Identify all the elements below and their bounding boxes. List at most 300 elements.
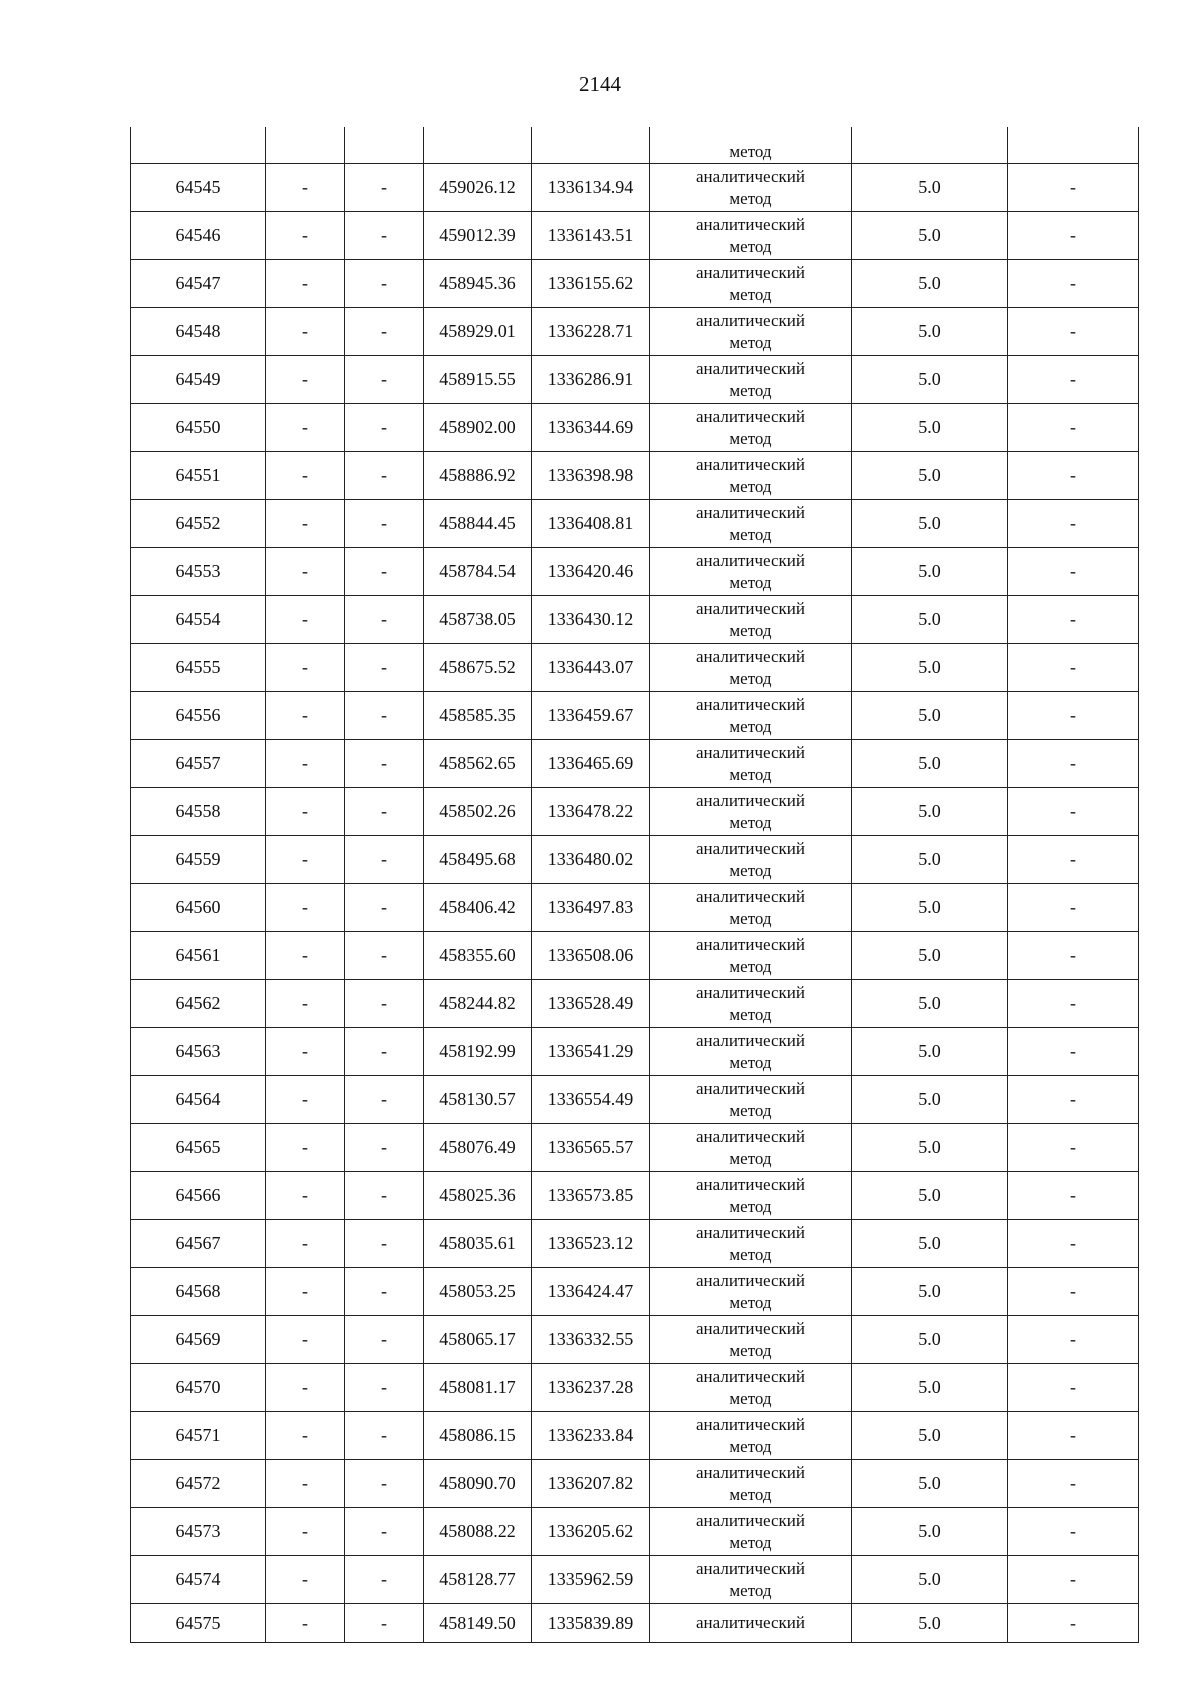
- method-cell: [650, 596, 852, 644]
- note-cell: -: [1008, 1556, 1139, 1604]
- y-coordinate-cell: 1336424.47: [532, 1268, 650, 1316]
- point-id-cell: 64562: [131, 980, 266, 1028]
- dash-cell: -: [345, 1364, 424, 1412]
- x-coordinate-cell: 458502.26: [424, 788, 532, 836]
- y-coordinate-cell: 1336134.94: [532, 164, 650, 212]
- x-coordinate-cell: 458076.49: [424, 1124, 532, 1172]
- note-cell: -: [1008, 1268, 1139, 1316]
- method-line-2: метод: [729, 284, 772, 304]
- table-cell: [266, 127, 345, 164]
- note-cell: -: [1008, 1316, 1139, 1364]
- dash-cell: -: [345, 1220, 424, 1268]
- x-coordinate-cell: 458844.45: [424, 500, 532, 548]
- x-coordinate-cell: 458130.57: [424, 1076, 532, 1124]
- coordinates-table: [130, 127, 1139, 1643]
- note-cell: -: [1008, 1028, 1139, 1076]
- table-row: [131, 164, 1139, 212]
- dash-cell: -: [345, 788, 424, 836]
- method-cell: [650, 500, 852, 548]
- x-coordinate-cell: 458784.54: [424, 548, 532, 596]
- y-coordinate-cell: 1336478.22: [532, 788, 650, 836]
- method-cell: [650, 1364, 852, 1412]
- dash-cell: -: [266, 1460, 345, 1508]
- dash-cell: -: [345, 740, 424, 788]
- method-line-2: метод: [729, 524, 772, 544]
- y-coordinate-cell: 1335839.89: [532, 1604, 650, 1643]
- accuracy-cell: 5.0: [852, 1508, 1008, 1556]
- note-cell: -: [1008, 1172, 1139, 1220]
- point-id-cell: 64563: [131, 1028, 266, 1076]
- point-id-cell: 64558: [131, 788, 266, 836]
- method-line-1: аналитический: [696, 310, 805, 330]
- x-coordinate-cell: 458675.52: [424, 644, 532, 692]
- dash-cell: -: [266, 1028, 345, 1076]
- dash-cell: -: [345, 1460, 424, 1508]
- dash-cell: -: [266, 932, 345, 980]
- y-coordinate-cell: 1336398.98: [532, 452, 650, 500]
- method-line-1: аналитический: [696, 454, 805, 474]
- dash-cell: -: [266, 404, 345, 452]
- point-id-cell: 64549: [131, 356, 266, 404]
- table-row: [131, 1076, 1139, 1124]
- point-id-cell: 64569: [131, 1316, 266, 1364]
- method-line-2: метод: [729, 236, 772, 256]
- method-cell: [650, 1172, 852, 1220]
- point-id-cell: 64571: [131, 1412, 266, 1460]
- note-cell: -: [1008, 1220, 1139, 1268]
- note-cell: -: [1008, 164, 1139, 212]
- method-line-2: метод: [729, 668, 772, 688]
- method-line-1: аналитический: [696, 646, 805, 666]
- x-coordinate-cell: 458915.55: [424, 356, 532, 404]
- table-cell: [532, 127, 650, 164]
- table-row: [131, 260, 1139, 308]
- x-coordinate-cell: 458585.35: [424, 692, 532, 740]
- table-row: [131, 356, 1139, 404]
- method-line-1: аналитический: [696, 1222, 805, 1242]
- point-id-cell: 64559: [131, 836, 266, 884]
- table-row: [131, 404, 1139, 452]
- dash-cell: -: [345, 596, 424, 644]
- method-line-1: аналитический: [696, 550, 805, 570]
- accuracy-cell: 5.0: [852, 1076, 1008, 1124]
- x-coordinate-cell: 459012.39: [424, 212, 532, 260]
- method-cell: [650, 1076, 852, 1124]
- y-coordinate-cell: 1336497.83: [532, 884, 650, 932]
- point-id-cell: 64556: [131, 692, 266, 740]
- point-id-cell: 64565: [131, 1124, 266, 1172]
- point-id-cell: 64557: [131, 740, 266, 788]
- dash-cell: -: [266, 644, 345, 692]
- method-cell: [650, 1028, 852, 1076]
- dash-cell: -: [345, 932, 424, 980]
- dash-cell: -: [345, 212, 424, 260]
- method-cell: [650, 1220, 852, 1268]
- y-coordinate-cell: 1336143.51: [532, 212, 650, 260]
- point-id-cell: 64546: [131, 212, 266, 260]
- y-coordinate-cell: 1336155.62: [532, 260, 650, 308]
- x-coordinate-cell: 458902.00: [424, 404, 532, 452]
- dash-cell: -: [266, 1556, 345, 1604]
- dash-cell: -: [345, 500, 424, 548]
- table-row: [131, 1220, 1139, 1268]
- y-coordinate-cell: 1336459.67: [532, 692, 650, 740]
- note-cell: -: [1008, 692, 1139, 740]
- y-coordinate-cell: 1336430.12: [532, 596, 650, 644]
- note-cell: -: [1008, 1364, 1139, 1412]
- table-body: [131, 127, 1139, 1643]
- note-cell: -: [1008, 1508, 1139, 1556]
- table-cell: [131, 127, 266, 164]
- dash-cell: -: [345, 548, 424, 596]
- method-line-2: метод: [729, 1196, 772, 1216]
- x-coordinate-cell: 458886.92: [424, 452, 532, 500]
- y-coordinate-cell: 1336565.57: [532, 1124, 650, 1172]
- method-line-2: метод: [729, 1484, 772, 1504]
- method-line-2: метод: [729, 1004, 772, 1024]
- table-row: [131, 932, 1139, 980]
- method-line-2: метод: [729, 188, 772, 208]
- note-cell: -: [1008, 1076, 1139, 1124]
- point-id-cell: 64573: [131, 1508, 266, 1556]
- method-line-1: аналитический: [696, 406, 805, 426]
- point-id-cell: 64554: [131, 596, 266, 644]
- dash-cell: -: [345, 1508, 424, 1556]
- method-line-1: аналитический: [696, 694, 805, 714]
- dash-cell: -: [266, 980, 345, 1028]
- point-id-cell: 64574: [131, 1556, 266, 1604]
- dash-cell: -: [266, 1316, 345, 1364]
- dash-cell: -: [266, 212, 345, 260]
- dash-cell: -: [345, 692, 424, 740]
- dash-cell: -: [266, 500, 345, 548]
- note-cell: -: [1008, 500, 1139, 548]
- x-coordinate-cell: 458088.22: [424, 1508, 532, 1556]
- y-coordinate-cell: 1336480.02: [532, 836, 650, 884]
- dash-cell: -: [266, 1124, 345, 1172]
- note-cell: -: [1008, 884, 1139, 932]
- point-id-cell: 64567: [131, 1220, 266, 1268]
- x-coordinate-cell: 458562.65: [424, 740, 532, 788]
- method-cell: [650, 452, 852, 500]
- table-cell: [424, 127, 532, 164]
- method-cell: [650, 212, 852, 260]
- table-row: [131, 452, 1139, 500]
- method-line-1: аналитический: [696, 1414, 805, 1434]
- table-row: [131, 1508, 1139, 1556]
- point-id-cell: 64564: [131, 1076, 266, 1124]
- point-id-cell: 64551: [131, 452, 266, 500]
- method-cell: [650, 980, 852, 1028]
- note-cell: -: [1008, 308, 1139, 356]
- dash-cell: -: [266, 1220, 345, 1268]
- method-line-2: метод: [729, 1580, 772, 1600]
- page-number: 2144: [579, 72, 621, 96]
- table-row: [131, 500, 1139, 548]
- note-cell: -: [1008, 212, 1139, 260]
- method-cell: [650, 404, 852, 452]
- point-id-cell: 64572: [131, 1460, 266, 1508]
- method-cell: [650, 1604, 852, 1643]
- method-line-2: метод: [729, 1436, 772, 1456]
- point-id-cell: 64545: [131, 164, 266, 212]
- dash-cell: -: [345, 1172, 424, 1220]
- table-row: [131, 692, 1139, 740]
- method-line-1: аналитический: [696, 358, 805, 378]
- method-cell: [650, 884, 852, 932]
- dash-cell: -: [345, 1268, 424, 1316]
- dash-cell: -: [345, 1556, 424, 1604]
- method-line-2: метод: [729, 476, 772, 496]
- y-coordinate-cell: 1336420.46: [532, 548, 650, 596]
- method-line-2: метод: [729, 956, 772, 976]
- note-cell: -: [1008, 1460, 1139, 1508]
- method-line-1: аналитический: [696, 838, 805, 858]
- accuracy-cell: 5.0: [852, 788, 1008, 836]
- method-line-1: аналитический: [696, 1030, 805, 1050]
- table-row: [131, 884, 1139, 932]
- dash-cell: -: [266, 1604, 345, 1643]
- x-coordinate-cell: 458081.17: [424, 1364, 532, 1412]
- method-line-1: аналитический: [696, 790, 805, 810]
- method-line-1: аналитический: [696, 1318, 805, 1338]
- dash-cell: -: [345, 1604, 424, 1643]
- note-cell: -: [1008, 980, 1139, 1028]
- method-cell: [650, 548, 852, 596]
- table-row: [131, 788, 1139, 836]
- x-coordinate-cell: 458929.01: [424, 308, 532, 356]
- y-coordinate-cell: 1336554.49: [532, 1076, 650, 1124]
- accuracy-cell: 5.0: [852, 212, 1008, 260]
- table-row: [131, 1268, 1139, 1316]
- dash-cell: -: [266, 452, 345, 500]
- dash-cell: -: [345, 836, 424, 884]
- accuracy-cell: 5.0: [852, 836, 1008, 884]
- y-coordinate-cell: 1336286.91: [532, 356, 650, 404]
- method-line-2: метод: [729, 764, 772, 784]
- dash-cell: -: [266, 1364, 345, 1412]
- dash-cell: -: [266, 596, 345, 644]
- method-line-1: аналитический: [696, 502, 805, 522]
- method-line-1: аналитический: [696, 166, 805, 186]
- point-id-cell: 64575: [131, 1604, 266, 1643]
- table-row: [131, 1604, 1139, 1643]
- dash-cell: -: [345, 404, 424, 452]
- table-row: [131, 980, 1139, 1028]
- method-cell: [650, 644, 852, 692]
- y-coordinate-cell: 1336573.85: [532, 1172, 650, 1220]
- y-coordinate-cell: 1336508.06: [532, 932, 650, 980]
- x-coordinate-cell: 458128.77: [424, 1556, 532, 1604]
- method-line-2: метод: [729, 1388, 772, 1408]
- method-line-2: метод: [729, 812, 772, 832]
- method-line-2: метод: [729, 428, 772, 448]
- method-line-2: метод: [729, 716, 772, 736]
- dash-cell: -: [345, 884, 424, 932]
- table-row: [131, 1124, 1139, 1172]
- table-row: [131, 644, 1139, 692]
- method-cell: [650, 1268, 852, 1316]
- method-line-2: метод: [729, 860, 772, 880]
- dash-cell: -: [345, 356, 424, 404]
- y-coordinate-cell: 1336528.49: [532, 980, 650, 1028]
- method-cell: метод: [650, 127, 852, 164]
- method-cell: [650, 1508, 852, 1556]
- method-line-2: метод: [729, 1292, 772, 1312]
- method-line-2: метод: [729, 1148, 772, 1168]
- accuracy-cell: 5.0: [852, 1268, 1008, 1316]
- method-cell: [650, 308, 852, 356]
- dash-cell: -: [266, 164, 345, 212]
- method-line-1: аналитический: [696, 262, 805, 282]
- table-cell: [345, 127, 424, 164]
- note-cell: -: [1008, 1604, 1139, 1643]
- x-coordinate-cell: 458053.25: [424, 1268, 532, 1316]
- method-line-1: аналитический: [696, 598, 805, 618]
- table-cell: [852, 127, 1008, 164]
- table-row: [131, 1364, 1139, 1412]
- point-id-cell: 64566: [131, 1172, 266, 1220]
- x-coordinate-cell: 458149.50: [424, 1604, 532, 1643]
- accuracy-cell: 5.0: [852, 692, 1008, 740]
- dash-cell: -: [345, 1028, 424, 1076]
- table-row: [131, 596, 1139, 644]
- point-id-cell: 64560: [131, 884, 266, 932]
- table-row: [131, 548, 1139, 596]
- method-line-1: аналитический: [696, 1126, 805, 1146]
- note-cell: -: [1008, 404, 1139, 452]
- dash-cell: -: [345, 452, 424, 500]
- x-coordinate-cell: 458495.68: [424, 836, 532, 884]
- point-id-cell: 64550: [131, 404, 266, 452]
- y-coordinate-cell: 1336443.07: [532, 644, 650, 692]
- x-coordinate-cell: 458244.82: [424, 980, 532, 1028]
- note-cell: -: [1008, 1124, 1139, 1172]
- dash-cell: -: [266, 308, 345, 356]
- accuracy-cell: 5.0: [852, 260, 1008, 308]
- accuracy-cell: 5.0: [852, 1364, 1008, 1412]
- table-row: [131, 1460, 1139, 1508]
- dash-cell: -: [266, 836, 345, 884]
- method-line-2: метод: [729, 332, 772, 352]
- note-cell: -: [1008, 260, 1139, 308]
- table-row-continued: [131, 127, 1139, 164]
- accuracy-cell: 5.0: [852, 1028, 1008, 1076]
- point-id-cell: 64553: [131, 548, 266, 596]
- x-coordinate-cell: 458738.05: [424, 596, 532, 644]
- dash-cell: -: [266, 1268, 345, 1316]
- method-line-2: метод: [729, 1100, 772, 1120]
- dash-cell: -: [345, 1076, 424, 1124]
- table-row: [131, 1556, 1139, 1604]
- dash-cell: -: [345, 1316, 424, 1364]
- method-cell: [650, 740, 852, 788]
- accuracy-cell: 5.0: [852, 500, 1008, 548]
- accuracy-cell: 5.0: [852, 740, 1008, 788]
- method-line-1: аналитический: [696, 886, 805, 906]
- method-line-1: аналитический: [696, 982, 805, 1002]
- y-coordinate-cell: 1335962.59: [532, 1556, 650, 1604]
- point-id-cell: 64570: [131, 1364, 266, 1412]
- dash-cell: -: [266, 788, 345, 836]
- accuracy-cell: 5.0: [852, 596, 1008, 644]
- dash-cell: -: [266, 260, 345, 308]
- point-id-cell: 64555: [131, 644, 266, 692]
- method-line-1: аналитический: [696, 742, 805, 762]
- accuracy-cell: 5.0: [852, 1172, 1008, 1220]
- point-id-cell: 64568: [131, 1268, 266, 1316]
- method-cell: [650, 1460, 852, 1508]
- accuracy-cell: 5.0: [852, 932, 1008, 980]
- point-id-cell: 64552: [131, 500, 266, 548]
- method-cell: [650, 932, 852, 980]
- y-coordinate-cell: 1336233.84: [532, 1412, 650, 1460]
- accuracy-cell: 5.0: [852, 884, 1008, 932]
- y-coordinate-cell: 1336237.28: [532, 1364, 650, 1412]
- accuracy-cell: 5.0: [852, 452, 1008, 500]
- accuracy-cell: 5.0: [852, 1316, 1008, 1364]
- dash-cell: -: [266, 1172, 345, 1220]
- dash-cell: -: [266, 356, 345, 404]
- method-cell: [650, 356, 852, 404]
- method-line-2: метод: [729, 1052, 772, 1072]
- table-row: [131, 1172, 1139, 1220]
- method-line-2: метод: [729, 572, 772, 592]
- dash-cell: -: [266, 692, 345, 740]
- y-coordinate-cell: 1336228.71: [532, 308, 650, 356]
- accuracy-cell: 5.0: [852, 644, 1008, 692]
- accuracy-cell: 5.0: [852, 404, 1008, 452]
- method-line-2: метод: [729, 908, 772, 928]
- accuracy-cell: 5.0: [852, 308, 1008, 356]
- method-line-2: метод: [729, 380, 772, 400]
- dash-cell: -: [266, 548, 345, 596]
- method-cell: [650, 164, 852, 212]
- method-cell: [650, 1124, 852, 1172]
- table-row: [131, 1412, 1139, 1460]
- method-line-2: метод: [729, 1244, 772, 1264]
- dash-cell: -: [266, 1076, 345, 1124]
- accuracy-cell: 5.0: [852, 1556, 1008, 1604]
- dash-cell: -: [266, 740, 345, 788]
- method-line-2: метод: [729, 1340, 772, 1360]
- method-cell: [650, 1412, 852, 1460]
- table-row: [131, 1028, 1139, 1076]
- note-cell: -: [1008, 932, 1139, 980]
- dash-cell: -: [266, 1508, 345, 1556]
- y-coordinate-cell: 1336332.55: [532, 1316, 650, 1364]
- method-cell: [650, 836, 852, 884]
- method-cell: [650, 1556, 852, 1604]
- dash-cell: -: [345, 260, 424, 308]
- point-id-cell: 64547: [131, 260, 266, 308]
- method-line-1: аналитический: [696, 1462, 805, 1482]
- method-line-1: аналитический: [696, 214, 805, 234]
- table-row: [131, 212, 1139, 260]
- x-coordinate-cell: 458035.61: [424, 1220, 532, 1268]
- method-line-1: аналитический: [696, 1174, 805, 1194]
- method-cell: [650, 788, 852, 836]
- note-cell: -: [1008, 548, 1139, 596]
- note-cell: -: [1008, 836, 1139, 884]
- dash-cell: -: [345, 1124, 424, 1172]
- method-line-1: аналитический: [696, 934, 805, 954]
- x-coordinate-cell: 458086.15: [424, 1412, 532, 1460]
- accuracy-cell: 5.0: [852, 1460, 1008, 1508]
- accuracy-cell: 5.0: [852, 1412, 1008, 1460]
- table-row: [131, 836, 1139, 884]
- method-line-2: метод: [729, 1532, 772, 1552]
